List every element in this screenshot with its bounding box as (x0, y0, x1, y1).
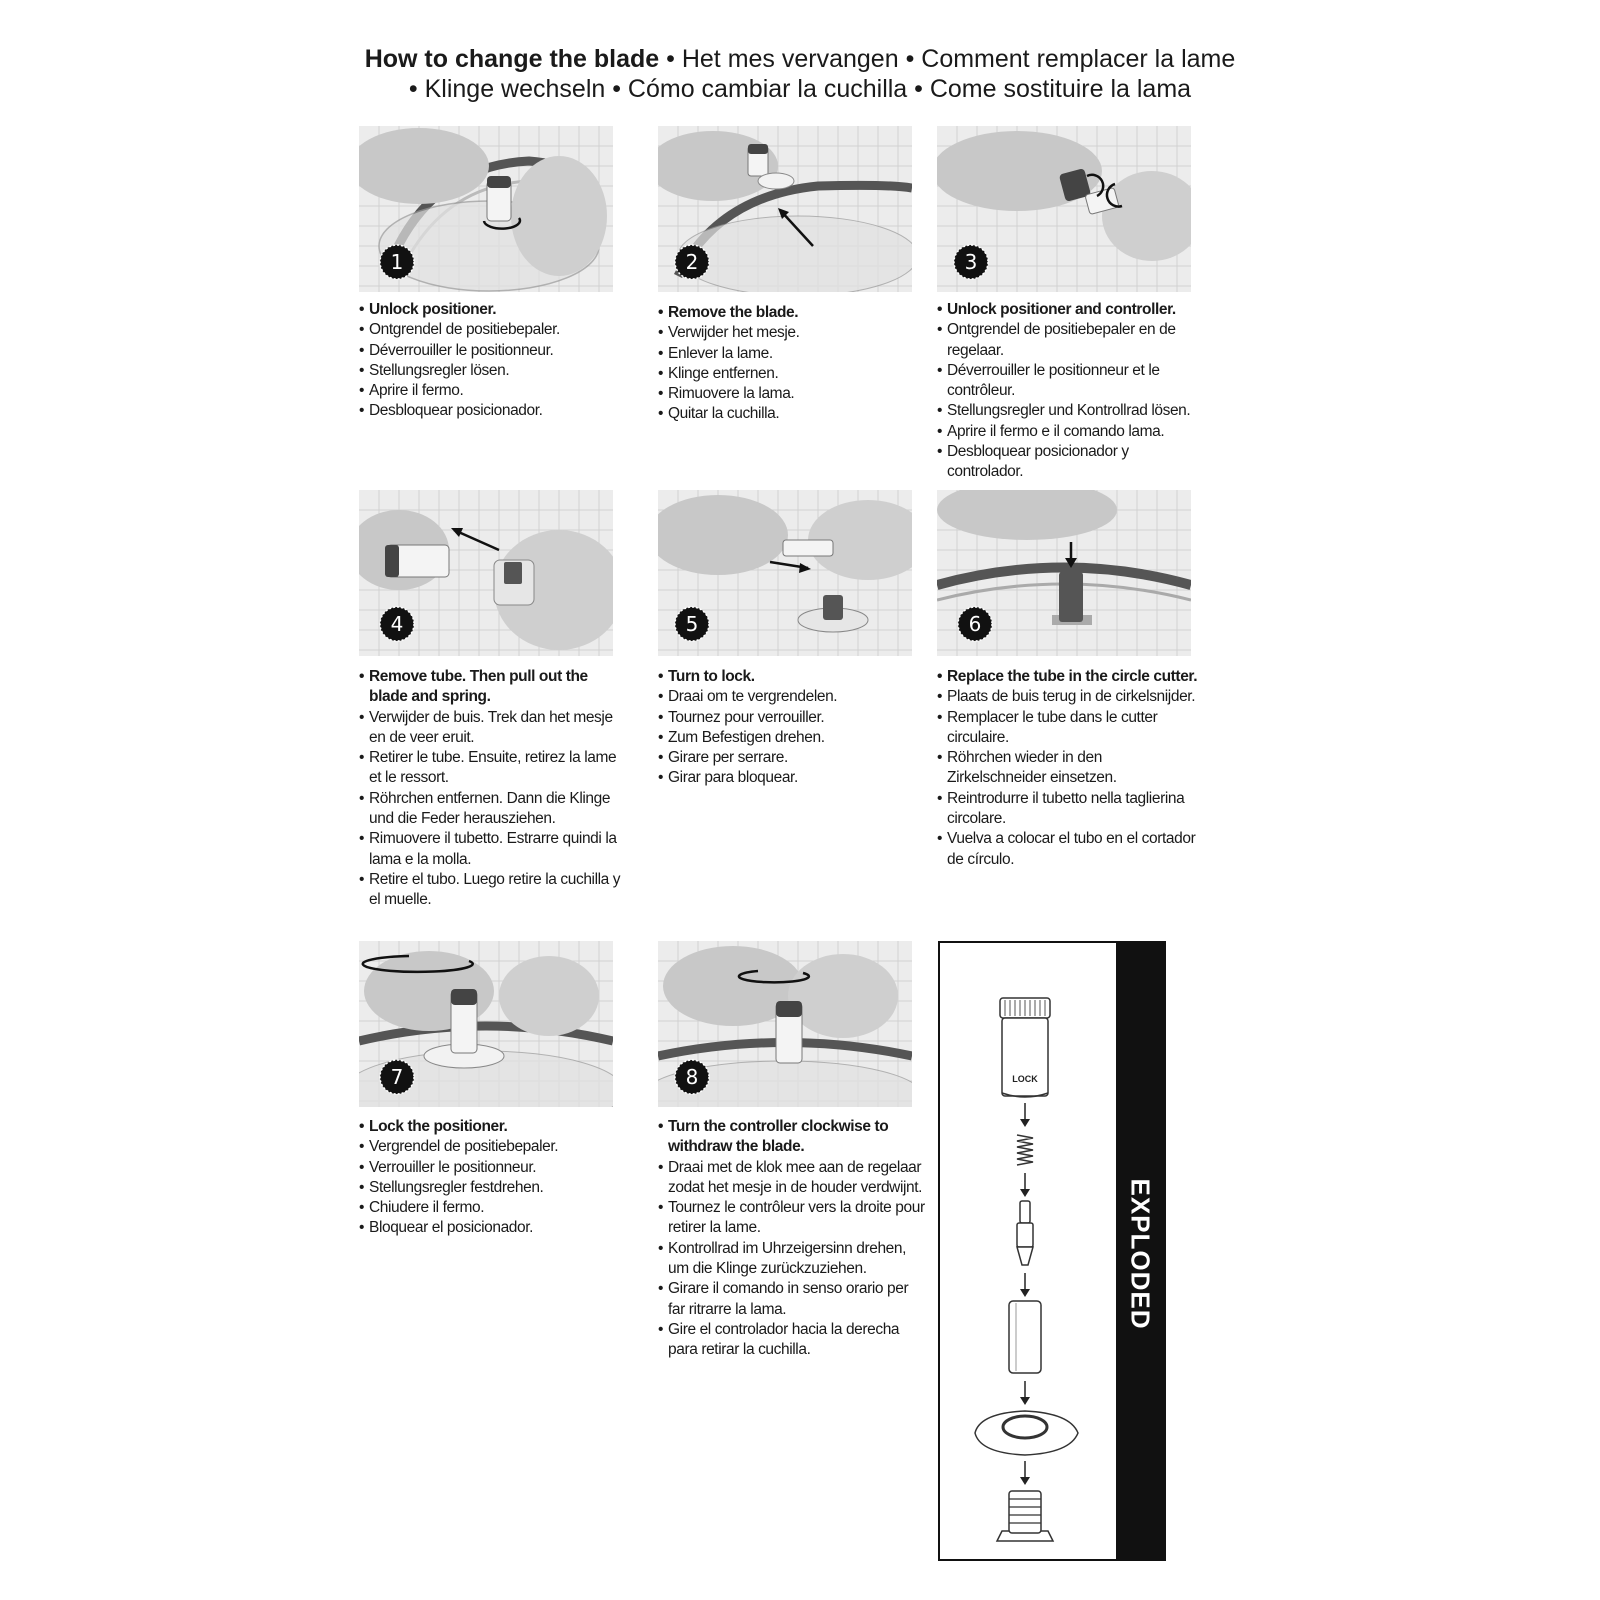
step-5-text (658, 667, 920, 789)
step-1-line: • Aprire il fermo. (359, 381, 621, 401)
step-7-line: • Vergrendel de positiebepaler. (359, 1137, 621, 1157)
title-line-1 (0, 44, 1600, 74)
step-7-line: • Chiudere il fermo. (359, 1198, 621, 1218)
step-5-number: 5 (685, 612, 699, 636)
step-7-text (359, 1117, 621, 1239)
step-6-line: • Röhrchen wieder in den Zirkelschneider einsetzen. (937, 748, 1199, 789)
step-2-line: • Enlever la lame. (658, 344, 920, 364)
title-line-2: • Klinge wechseln • Cómo cambiar la cuchilla • Come sostituire la lama (408, 75, 1192, 103)
step-2-line: • Quitar la cuchilla. (658, 404, 920, 424)
step-4-line: • Retirer le tube. Ensuite, retirez la lame et le ressort. (359, 748, 621, 789)
step-6-line: • Vuelva a colocar el tubo en el cortador de círculo. (937, 829, 1199, 870)
step-8-line: • Girare il comando in senso orario per far ritrarre la lama. (658, 1279, 928, 1320)
step-5-line: • Draai om te vergrendelen. (658, 687, 920, 707)
step-1-line: • Déverrouiller le positionneur. (359, 341, 621, 361)
step-8-line: • Tournez le contrôleur vers la droite pour retirer la lame. (658, 1198, 928, 1239)
step-4-line: • Retire el tubo. Luego retire la cuchilla y el muelle. (359, 870, 621, 911)
step-8-text (658, 1117, 928, 1361)
step-1-line: • Desbloquear posicionador. (359, 401, 621, 421)
step-4-number: 4 (390, 612, 404, 636)
step-8-line: • Kontrollrad im Uhrzeigersinn drehen, um die Klinge zurückzuziehen. (658, 1239, 928, 1280)
step-8-number: 8 (685, 1065, 699, 1089)
step-7-line: • Stellungsregler festdrehen. (359, 1178, 621, 1198)
step-6-line: • Plaats de buis terug in de cirkelsnijder. (937, 687, 1199, 707)
step-6-heading: • Replace the tube in the circle cutter. (937, 667, 1199, 687)
step-4-heading: • Remove tube. Then pull out the blade and spring. (359, 667, 621, 708)
title-english: How to change the blade (364, 45, 660, 73)
step-7-line: • Verrouiller le positionneur. (359, 1158, 621, 1178)
step-7-number: 7 (390, 1065, 404, 1089)
step-5-line: • Girar para bloquear. (658, 768, 920, 788)
step-8-line: • Draai met de klok mee aan de regelaar zodat het mesje in de houder verdwijnt. (658, 1158, 928, 1199)
step-1-number: 1 (390, 250, 404, 274)
step-4-text (359, 667, 621, 911)
step-3-text (937, 300, 1199, 483)
step-6-line: • Reintrodurre il tubetto nella taglierina circolare. (937, 789, 1199, 830)
step-8-heading: • Turn the controller clockwise to withdraw the blade. (658, 1117, 928, 1158)
exploded-parts-diagram (940, 943, 1116, 1559)
step-1-text (359, 300, 621, 422)
step-3-line: • Stellungsregler und Kontrollrad lösen. (937, 401, 1199, 421)
step-6-line: • Remplacer le tube dans le cutter circulaire. (937, 708, 1199, 749)
step-3-number: 3 (964, 250, 978, 274)
step-1-line: • Ontgrendel de positiebepaler. (359, 320, 621, 340)
step-6-text (937, 667, 1199, 870)
title-translations: • Het mes vervangen • Comment remplacer la lame (659, 45, 1236, 73)
step-5-line: • Girare per serrare. (658, 748, 920, 768)
step-2-number: 2 (685, 250, 699, 274)
exploded-label: EXPLODED (1125, 1178, 1156, 1330)
step-2-line: • Verwijder het mesje. (658, 323, 920, 343)
exploded-label-container (1116, 943, 1164, 1559)
step-6-number: 6 (968, 612, 982, 636)
step-8-line: • Gire el controlador hacia la derecha para retirar la cuchilla. (658, 1320, 928, 1361)
step-1-line: • Stellungsregler lösen. (359, 361, 621, 381)
step-7-line: • Bloquear el posicionador. (359, 1218, 621, 1238)
page-title (0, 44, 1600, 104)
step-2-line: • Rimuovere la lama. (658, 384, 920, 404)
step-2-line: • Klinge entfernen. (658, 364, 920, 384)
step-3-line: • Déverrouiller le positionneur et le contrôleur. (937, 361, 1199, 402)
step-2-heading: • Remove the blade. (658, 303, 920, 323)
step-2-text (658, 303, 920, 425)
step-5-heading: • Turn to lock. (658, 667, 920, 687)
exploded-view-panel (938, 941, 1166, 1561)
step-3-line: • Desbloquear posicionador y controlador. (937, 442, 1199, 483)
step-5-line: • Tournez pour verrouiller. (658, 708, 920, 728)
step-1-heading: • Unlock positioner. (359, 300, 621, 320)
step-4-line: • Rimuovere il tubetto. Estrarre quindi la lama e la molla. (359, 829, 621, 870)
step-3-line: • Ontgrendel de positiebepaler en de regelaar. (937, 320, 1199, 361)
step-3-heading: • Unlock positioner and controller. (937, 300, 1199, 320)
step-5-line: • Zum Befestigen drehen. (658, 728, 920, 748)
step-4-line: • Röhrchen entfernen. Dann die Klinge und die Feder herausziehen. (359, 789, 621, 830)
step-4-line: • Verwijder de buis. Trek dan het mesje en de veer eruit. (359, 708, 621, 749)
step-7-heading: • Lock the positioner. (359, 1117, 621, 1137)
step-3-line: • Aprire il fermo e il comando lama. (937, 422, 1199, 442)
lock-label: LOCK (1012, 1074, 1038, 1084)
